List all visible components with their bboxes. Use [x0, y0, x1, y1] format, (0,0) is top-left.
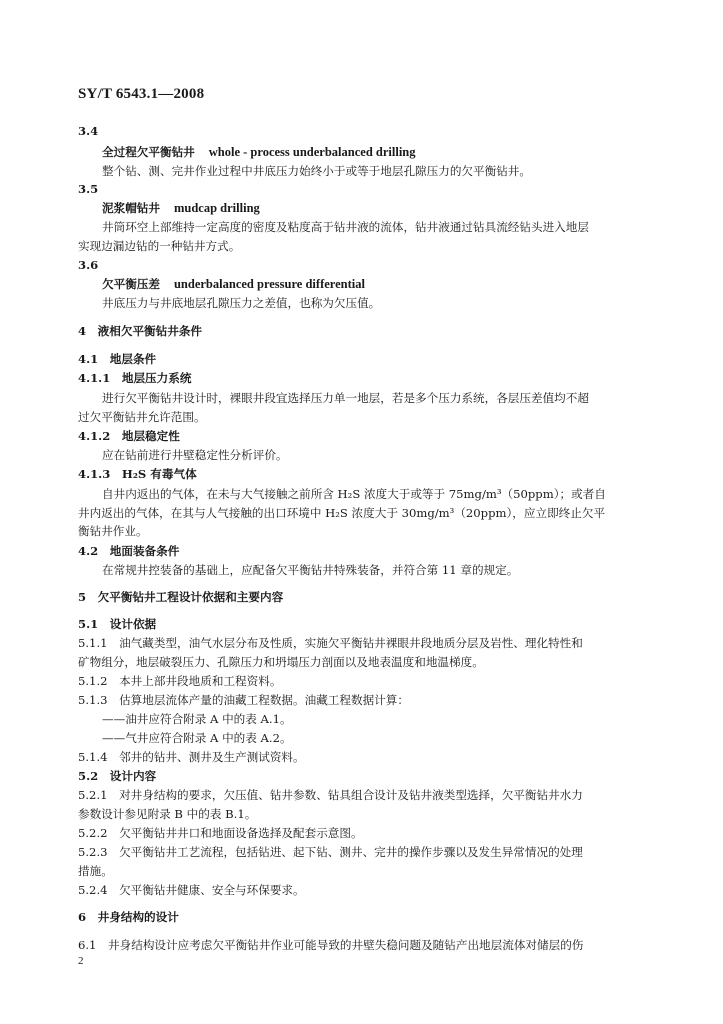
- paragraph: 矿物组分，地层破裂压力、孔隙压力和坍塌压力剖面以及地表温度和地温梯度。: [78, 655, 484, 669]
- clause-number: 3.5: [78, 182, 99, 196]
- term-definition: 实现边漏边钻的一种钻井方式。: [78, 239, 241, 253]
- list-item: ——油井应符合附录 A 中的表 A.1。: [102, 712, 292, 726]
- paragraph: 5.2.4 欠平衡钻井健康、安全与环保要求。: [78, 883, 305, 897]
- paragraph: 5.2.2 欠平衡钻井井口和地面设备选择及配套示意图。: [78, 826, 363, 840]
- term-definition: 整个钻、测、完井作业过程中井底压力始终小于或等于地层孔隙压力的欠平衡钻井。: [102, 164, 531, 178]
- term-zh: 欠平衡压差: [102, 277, 160, 291]
- term-zh: 泥浆帽钻井: [102, 201, 160, 215]
- clause-heading: 4.1.3 H₂S 有毒气体: [78, 467, 197, 481]
- paragraph: 5.2.1 对井身结构的要求，欠压值、钻井参数、钻具组合设计及钻井液类型选择，欠平衡钻井水力: [78, 788, 583, 802]
- paragraph: 在常规井控装备的基础上，应配备欠平衡钻井特殊装备，并符合第 11 章的规定。: [102, 563, 519, 577]
- clause-heading: 4.1.2 地层稳定性: [78, 429, 180, 443]
- section-heading: 4 液相欠平衡钻井条件: [78, 324, 203, 338]
- term-definition: 井底压力与井底地层孔隙压力之差值，也称为欠压值。: [102, 296, 381, 310]
- term-en: mudcap drilling: [173, 201, 260, 215]
- term-definition: 井筒环空上部维持一定高度的密度及粘度高于钻井液的流体，钻井液通过钻具流经钻头进入地层: [102, 220, 589, 234]
- subsection-heading: 4.2 地面装备条件: [78, 544, 180, 558]
- section-heading: 6 井身结构的设计: [78, 910, 179, 924]
- clause-number: 3.4: [78, 124, 99, 138]
- paragraph: 参数设计参见附录 B 中的表 B.1。: [78, 807, 257, 821]
- subsection-heading: 4.1 地层条件: [78, 352, 157, 366]
- paragraph: 5.1.3 估算地层流体产量的油藏工程数据。油藏工程数据计算：: [78, 693, 409, 707]
- subsection-heading: 5.1 设计依据: [78, 617, 157, 631]
- clause-heading: 4.1.1 地层压力系统: [78, 371, 192, 385]
- term-zh: 全过程欠平衡钻井: [102, 145, 195, 159]
- section-heading: 5 欠平衡钻井工程设计依据和主要内容: [78, 590, 284, 604]
- term-en: underbalanced pressure differential: [173, 277, 365, 291]
- term-entry: [102, 201, 260, 215]
- paragraph: 5.2.3 欠平衡钻井工艺流程，包括钻进、起下钻、测井、完井的操作步骤以及发生异常情况的处理: [78, 845, 583, 859]
- clause-number: 3.6: [78, 258, 99, 272]
- paragraph: 衡钻井作业。: [78, 524, 148, 538]
- standard-code: SY/T 6543.1—2008: [78, 86, 205, 102]
- paragraph: 过欠平衡钻井允许范围。: [78, 410, 206, 424]
- paragraph: 井内返出的气体，在其与人气接触的出口环境中 H₂S 浓度大于 30mg/m³（20ppm），应立即终止欠平: [78, 506, 606, 520]
- paragraph: 5.1.2 本井上部井段地质和工程资料。: [78, 674, 282, 688]
- paragraph: 6.1 井身结构设计应考虑欠平衡钻井作业可能导致的井壁失稳问题及随钻产出地层流体对储层的伤: [78, 938, 584, 952]
- term-entry: [102, 145, 416, 159]
- paragraph: 应在钻前进行井壁稳定性分析评价。: [102, 448, 288, 462]
- list-item: ——气井应符合附录 A 中的表 A.2。: [102, 731, 292, 745]
- paragraph: 5.1.4 邻井的钻井、测井及生产测试资料。: [78, 750, 305, 764]
- subsection-heading: 5.2 设计内容: [78, 769, 157, 783]
- paragraph: 自井内返出的气体，在未与大气接触之前所含 H₂S 浓度大于或等于 75mg/m³（50ppm）；或者自: [102, 487, 606, 501]
- paragraph: 进行欠平衡钻井设计时，裸眼井段宜选择压力单一地层，若是多个压力系统，各层压差值均不超: [102, 391, 589, 405]
- paragraph: 5.1.1 油气藏类型，油气水层分布及性质，实施欠平衡钻井裸眼井段地质分层及岩性、理化特性和: [78, 636, 583, 650]
- term-en: whole - process underbalanced drilling: [208, 145, 416, 159]
- page-number: 2: [78, 955, 84, 967]
- paragraph: 措施。: [78, 864, 113, 878]
- term-entry: [102, 277, 365, 291]
